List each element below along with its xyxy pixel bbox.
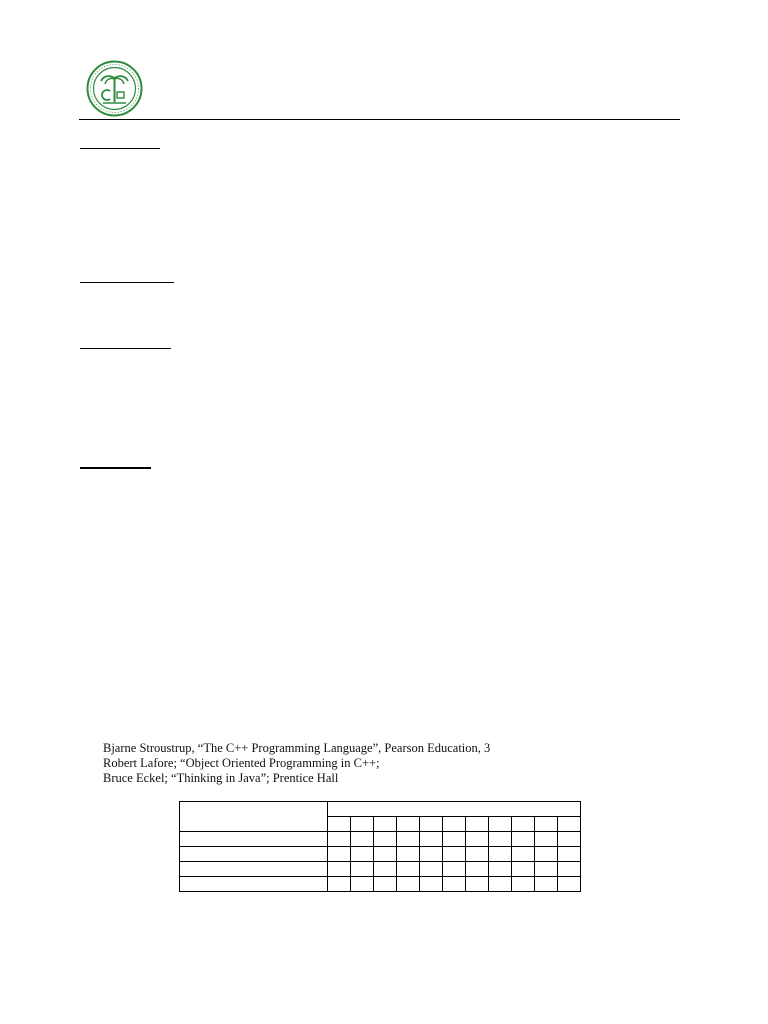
table-cell — [397, 862, 420, 877]
header-rule — [79, 119, 680, 120]
table-cell — [489, 832, 512, 847]
table-cell — [328, 877, 351, 892]
table-cell — [512, 832, 535, 847]
table-cell — [558, 862, 581, 877]
table-cell — [535, 862, 558, 877]
table-cell — [374, 877, 397, 892]
table-cell — [443, 877, 466, 892]
table-cell — [489, 862, 512, 877]
table-cell — [420, 877, 443, 892]
table-cell — [512, 877, 535, 892]
table-cell — [180, 862, 328, 877]
table-cell — [420, 817, 443, 832]
table-cell — [558, 877, 581, 892]
table-cell — [535, 817, 558, 832]
table-cell — [535, 847, 558, 862]
university-seal-icon — [86, 60, 143, 117]
table-cell — [397, 847, 420, 862]
table-cell — [328, 862, 351, 877]
table-cell — [466, 877, 489, 892]
table-cell — [351, 832, 374, 847]
table-row — [180, 877, 581, 892]
table-cell — [351, 817, 374, 832]
table-cell — [558, 847, 581, 862]
table-cell — [466, 847, 489, 862]
table-cell — [374, 832, 397, 847]
table-cell — [374, 817, 397, 832]
table-cell — [443, 862, 466, 877]
table-cell — [489, 817, 512, 832]
table-header-row — [180, 802, 581, 817]
table-cell — [535, 877, 558, 892]
section-2-underline — [80, 282, 174, 283]
table-cell — [351, 862, 374, 877]
reference-item: Bruce Eckel; “Thinking in Java”; Prentice Hall — [103, 771, 339, 785]
table-cell — [443, 847, 466, 862]
table-cell — [180, 847, 328, 862]
table-cell — [443, 832, 466, 847]
table-cell — [466, 862, 489, 877]
table-cell — [489, 847, 512, 862]
table-cell — [558, 832, 581, 847]
table-cell — [420, 832, 443, 847]
table-cell — [351, 877, 374, 892]
table-cell — [466, 817, 489, 832]
table-cell — [351, 847, 374, 862]
table-cell — [489, 877, 512, 892]
course-outcome-mapping-table — [179, 801, 581, 892]
table-cell — [328, 832, 351, 847]
table-cell — [420, 862, 443, 877]
table-cell — [512, 817, 535, 832]
table-cell — [328, 847, 351, 862]
table-cell — [512, 862, 535, 877]
table-cell — [374, 862, 397, 877]
section-1-underline — [80, 148, 160, 149]
reference-item: Bjarne Stroustrup, “The C++ Programming Language”, Pearson Education, 3 — [103, 741, 491, 755]
table-cell — [443, 817, 466, 832]
table-header-cell — [328, 802, 581, 817]
references-list — [103, 741, 490, 786]
table-header-cell — [180, 802, 328, 832]
table-cell — [420, 847, 443, 862]
table-row — [180, 847, 581, 862]
table-cell — [535, 832, 558, 847]
reference-item: Robert Lafore; “Object Oriented Programming in C++; — [103, 756, 380, 770]
table-cell — [397, 832, 420, 847]
table-cell — [180, 877, 328, 892]
table-cell — [558, 817, 581, 832]
table-cell — [397, 817, 420, 832]
table-cell — [512, 847, 535, 862]
table-cell — [397, 877, 420, 892]
table-cell — [374, 847, 397, 862]
section-4-underline — [80, 467, 151, 469]
table-cell — [180, 832, 328, 847]
section-3-underline — [80, 348, 171, 349]
table-row — [180, 832, 581, 847]
table-cell — [466, 832, 489, 847]
table-row — [180, 862, 581, 877]
table-cell — [328, 817, 351, 832]
